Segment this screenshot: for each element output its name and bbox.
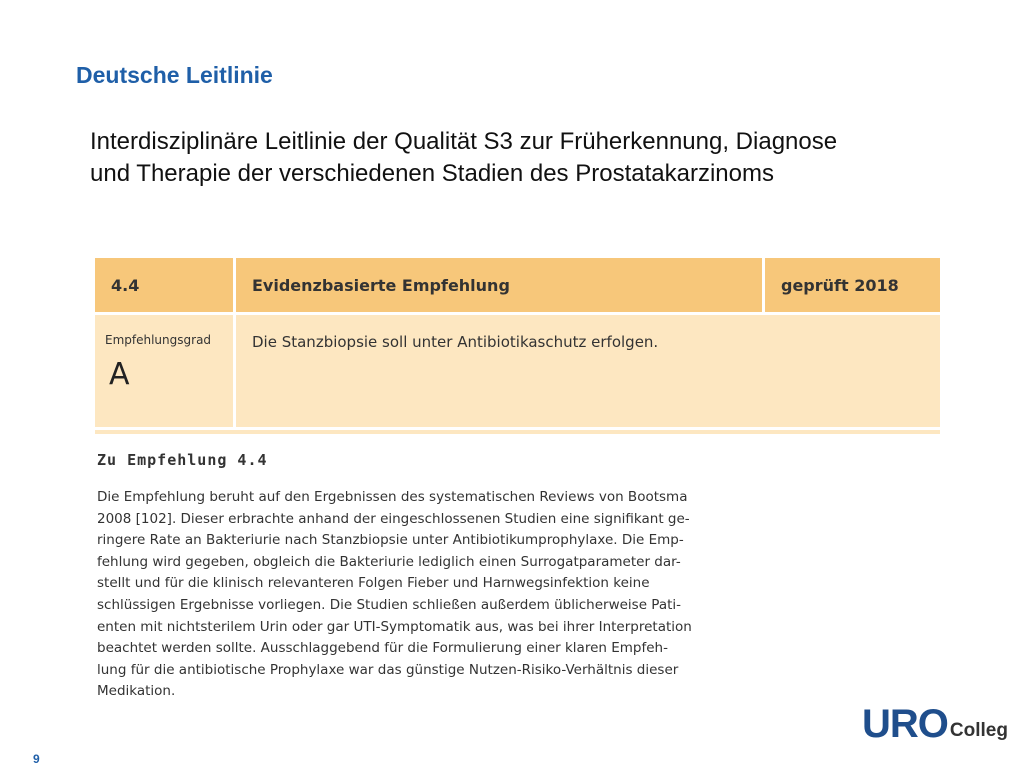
paragraph-line: schlüssigen Ergebnisse vorliegen. Die Studien schließen außerdem üblicherweise Pati-: [97, 596, 682, 613]
recommendation-table: [95, 258, 940, 434]
paragraph-line: Die Empfehlung beruht auf den Ergebnissen des systematischen Reviews von Bootsma: [97, 489, 688, 505]
table-divider: [95, 430, 940, 434]
paragraph-line: stellt und für die klinisch relevanteren Folgen Fieber und Harnwegsinfektion keine: [97, 575, 650, 592]
urocolleg-logo: [862, 702, 1008, 746]
recommendation-header: Evidenzbasierte Empfehlung: [236, 258, 762, 312]
checked-year: geprüft 2018: [765, 258, 940, 312]
logo-uro-text: URO: [862, 702, 948, 746]
grade-label: Empfehlungsgrad: [105, 333, 212, 347]
grade-cell: [95, 315, 233, 427]
paragraph-line: ringere Rate an Bakteriurie nach Stanzbiopsie unter Antibiotikumprophylaxe. Die Emp-: [97, 532, 684, 549]
logo-colleg-text: Colleg: [949, 720, 1008, 741]
slide-subtitle: Interdisziplinäre Leitlinie der Qualität S3 zur Früherkennung, Diagnose und Therapie der verschiedenen Stadien des Prostatakarzinoms: [90, 128, 838, 187]
section-paragraph: [97, 487, 757, 703]
slide-title: Deutsche Leitlinie: [76, 62, 273, 88]
paragraph-line: beachtet werden sollte. Ausschlaggebend für die Formulierung einer klaren Empfeh-: [97, 640, 668, 657]
paragraph-line: Medikation.: [97, 683, 176, 700]
grade-value: A: [109, 357, 130, 392]
recommendation-cell: [236, 315, 940, 427]
section-heading: Zu Empfehlung 4.4: [97, 451, 268, 469]
recommendation-text: Die Stanzbiopsie soll unter Antibiotikaschutz erfolgen.: [252, 333, 659, 351]
paragraph-line: lung für die antibiotische Prophylaxe war das günstige Nutzen-Risiko-Verhältnis dieser: [97, 661, 679, 678]
paragraph-line: fehlung wird gegeben, obgleich die Bakteriurie lediglich einen Surrogatparameter dar-: [97, 553, 681, 570]
page-number: 9: [33, 752, 40, 766]
paragraph-line: enten mit nichtsterilem Urin oder gar UTI-Symptomatik aus, was bei ihrer Interpretation: [97, 618, 692, 635]
recommendation-number: 4.4: [95, 258, 233, 312]
paragraph-line: 2008 [102]. Dieser erbrachte anhand der eingeschlossenen Studien eine signifikant ge-: [97, 510, 690, 527]
